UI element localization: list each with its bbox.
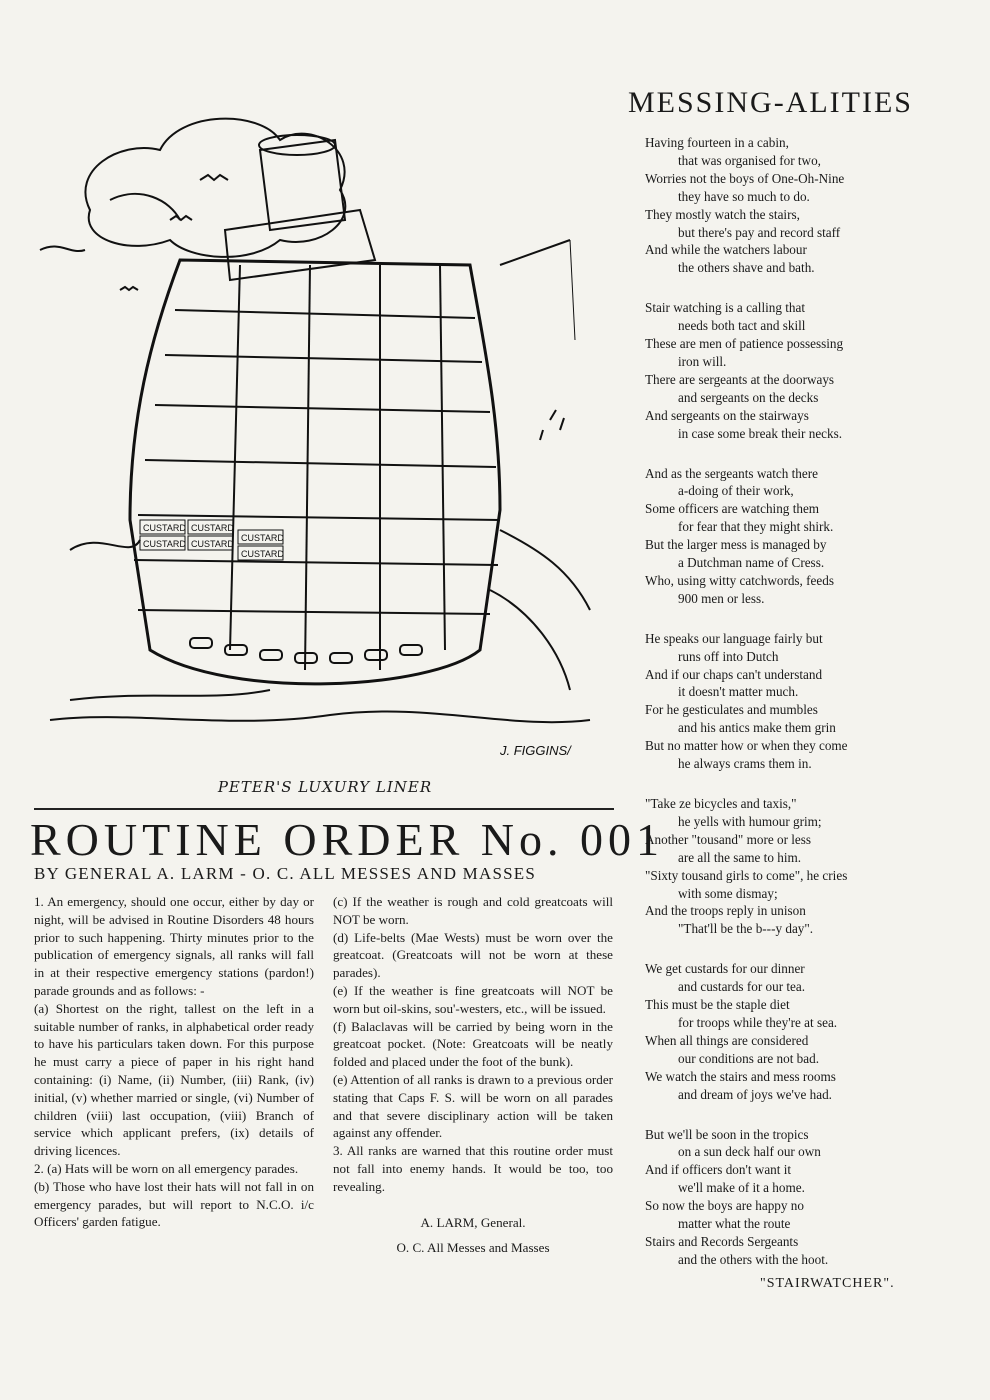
routine-order-subtitle: BY GENERAL A. LARM - O. C. ALL MESSES AND MASSES [34, 864, 537, 883]
poem-line: And if officers don't want it [645, 1162, 792, 1178]
poem-stanza [645, 630, 915, 773]
poem-line: matter what the route [678, 1216, 791, 1232]
poem-line: Stairs and Records Sergeants [645, 1233, 799, 1249]
custard-crate-label: CUSTARD [191, 539, 234, 549]
order-paragraph: 1. An emergency, should one occur, either by day or night, will be advised in Routine Disorders 48 hours prior to such happening. Thirty minutes prior to the publication of emergency signals, all ranks will fall in at their respective emergency stations (pardon!) parade grounds and as follows: - [34, 894, 314, 998]
routine-order-right-column [333, 893, 613, 1260]
poem-line: This must be the staple diet [645, 997, 790, 1013]
poem-line: When all things are considered [645, 1032, 809, 1048]
poem-line: So now the boys are happy no [645, 1198, 804, 1214]
illustration-caption: PETER'S LUXURY LINER [217, 778, 433, 796]
poem-line: for fear that they might shirk. [678, 519, 834, 535]
poem-line: the others shave and bath. [678, 260, 815, 276]
poem-line: and sergeants on the decks [678, 389, 819, 405]
poem-line: For he gesticulates and mumbles [645, 702, 818, 718]
order-paragraph: (c) If the weather is rough and cold greatcoats will NOT be worn. [333, 894, 613, 927]
custard-crate-label: CUSTARD [143, 539, 186, 549]
poem-line: with some dismay; [678, 885, 778, 901]
custard-crate-label: CUSTARD [143, 523, 186, 533]
poem-line: They mostly watch the stairs, [645, 206, 800, 222]
poem-line: But the larger mess is managed by [645, 537, 827, 553]
poem-line: iron will. [678, 353, 727, 369]
poem-line: These are men of patience possessing [645, 336, 844, 352]
poem-line: "Take ze bicycles and taxis," [645, 796, 797, 811]
poem-line: for troops while they're at sea. [678, 1014, 838, 1030]
ship-illustration [30, 90, 620, 780]
poem-stanza [645, 134, 915, 277]
order-paragraph: 2. (a) Hats will be worn on all emergency parades. [34, 1160, 299, 1176]
routine-order-title: ROUTINE ORDER No. 001 [30, 814, 664, 865]
poem-line: and dream of joys we've had. [678, 1086, 832, 1102]
poem-title: MESSING-ALITIES [628, 86, 913, 119]
poem-stanza [645, 960, 915, 1103]
poem-line: and his antics make them grin [678, 720, 836, 736]
poem-line: we'll make of it a home. [678, 1180, 805, 1196]
poem-line: runs off into Dutch [678, 648, 779, 664]
poem-line: our conditions are not bad. [678, 1050, 819, 1066]
poem-line: And sergeants on the stairways [645, 407, 809, 423]
section-divider [34, 808, 614, 810]
custard-crate-label: CUSTARD [241, 549, 284, 559]
poem-line: And if our chaps can't understand [645, 666, 823, 682]
poem-line: We get custards for our dinner [645, 961, 805, 977]
poem-line: he always crams them in. [678, 756, 812, 772]
order-paragraph: (b) Those who have lost their hats will not fall in on emergency parades, but will report to N.C.O. i/c Officers' garden fatigue. [34, 1178, 314, 1230]
order-paragraph: (e) Attention of all ranks is drawn to a previous order stating that Caps F. S. will be worn on all parades and that severe disciplinary action will be taken against any offender. [333, 1071, 613, 1141]
poem-line: needs both tact and skill [678, 318, 806, 334]
order-signature [333, 1210, 613, 1260]
order-paragraph: 3. All ranks are warned that this routine order must not fall into enemy hands. It would be too, too revealing. [333, 1143, 613, 1194]
poem-line: on a sun deck half our own [678, 1144, 821, 1160]
poem-stanza [645, 299, 915, 442]
poem-line: Some officers are watching them [645, 501, 820, 517]
poem-stanza [645, 1126, 915, 1269]
poem-line: and the others with the hoot. [678, 1251, 829, 1267]
poem-line: and custards for our tea. [678, 979, 806, 995]
poem-line: Having fourteen in a cabin, [645, 135, 789, 150]
custard-crate-label: CUSTARD [241, 533, 284, 543]
poem-line: And as the sergeants watch there [645, 465, 818, 481]
poem-line: Another "tousand" more or less [645, 831, 812, 847]
poem-author: "STAIRWATCHER". [760, 1276, 895, 1291]
poem-line: He speaks our language fairly but [645, 630, 823, 646]
order-paragraph: (a) Shortest on the right, tallest on the left in a suitable number of ranks, in alphabetical order ready to have his particulars taken down. For this purpose he must carry a piece of paper in his right hand containing: (i) Name, (ii) Number, (iii) Rank, (iv) initial, (v) whether married or single, (vi) Number of children (viii) last occupation, (viii) Branch of service which applicant prefers, (ix) details of driving licences. [34, 1000, 314, 1159]
poem-line: they have so much to do. [678, 188, 810, 204]
poem-line: but there's pay and record staff [678, 224, 841, 240]
order-paragraph: (e) If the weather is fine greatcoats will NOT be worn but oil-skins, sou'-westers, etc., will be issued. [333, 982, 613, 1016]
custard-crate-label: CUSTARD [191, 523, 234, 533]
poem-stanza [645, 465, 915, 608]
poem-line: in case some break their necks. [678, 425, 843, 441]
poem-line: 900 men or less. [678, 590, 765, 606]
routine-order-left-column [34, 893, 314, 1231]
poem-line: a-doing of their work, [678, 483, 794, 499]
poem-line: We watch the stairs and mess rooms [645, 1068, 836, 1084]
poem-line: But we'll be soon in the tropics [645, 1126, 809, 1142]
poem-line: "Sixty tousand girls to come", he cries [645, 867, 848, 883]
poem-line: that was organised for two, [678, 152, 821, 168]
poem-line: There are sergeants at the doorways [645, 371, 835, 387]
poem-stanza [645, 795, 915, 938]
poem-line: it doesn't matter much. [678, 684, 799, 700]
order-paragraph: (f) Balaclavas will be carried by being worn in the greatcoat pocket. (Note: Greatcoats will be neatly folded and placed under the foot of the bunk). [333, 1018, 613, 1070]
poem-line: Who, using witty catchwords, feeds [645, 572, 834, 588]
order-signature-name: A. LARM, General. [420, 1214, 526, 1230]
order-signature-title: O. C. All Messes and Masses [396, 1239, 550, 1255]
poem-line: "That'll be the b---y day". [678, 921, 814, 937]
order-paragraph: (d) Life-belts (Mae Wests) must be worn over the greatcoat. (Greatcoats will not be worn at these parades). [333, 929, 613, 981]
poem-line: he yells with humour grim; [678, 813, 822, 829]
artist-signature: J. FIGGINS/ [500, 743, 571, 758]
poem-line: Stair watching is a calling that [645, 300, 806, 316]
poem-line: But no matter how or when they come [645, 738, 848, 754]
poem-line: a Dutchman name of Cress. [678, 555, 825, 571]
poem-line: are all the same to him. [678, 849, 802, 865]
poem-line: And while the watchers labour [645, 242, 807, 258]
poem-line: And the troops reply in unison [645, 903, 806, 919]
poem-line: Worries not the boys of One-Oh-Nine [645, 170, 845, 186]
luxury-liner-cutaway [30, 90, 620, 780]
poem-body [645, 134, 915, 1291]
